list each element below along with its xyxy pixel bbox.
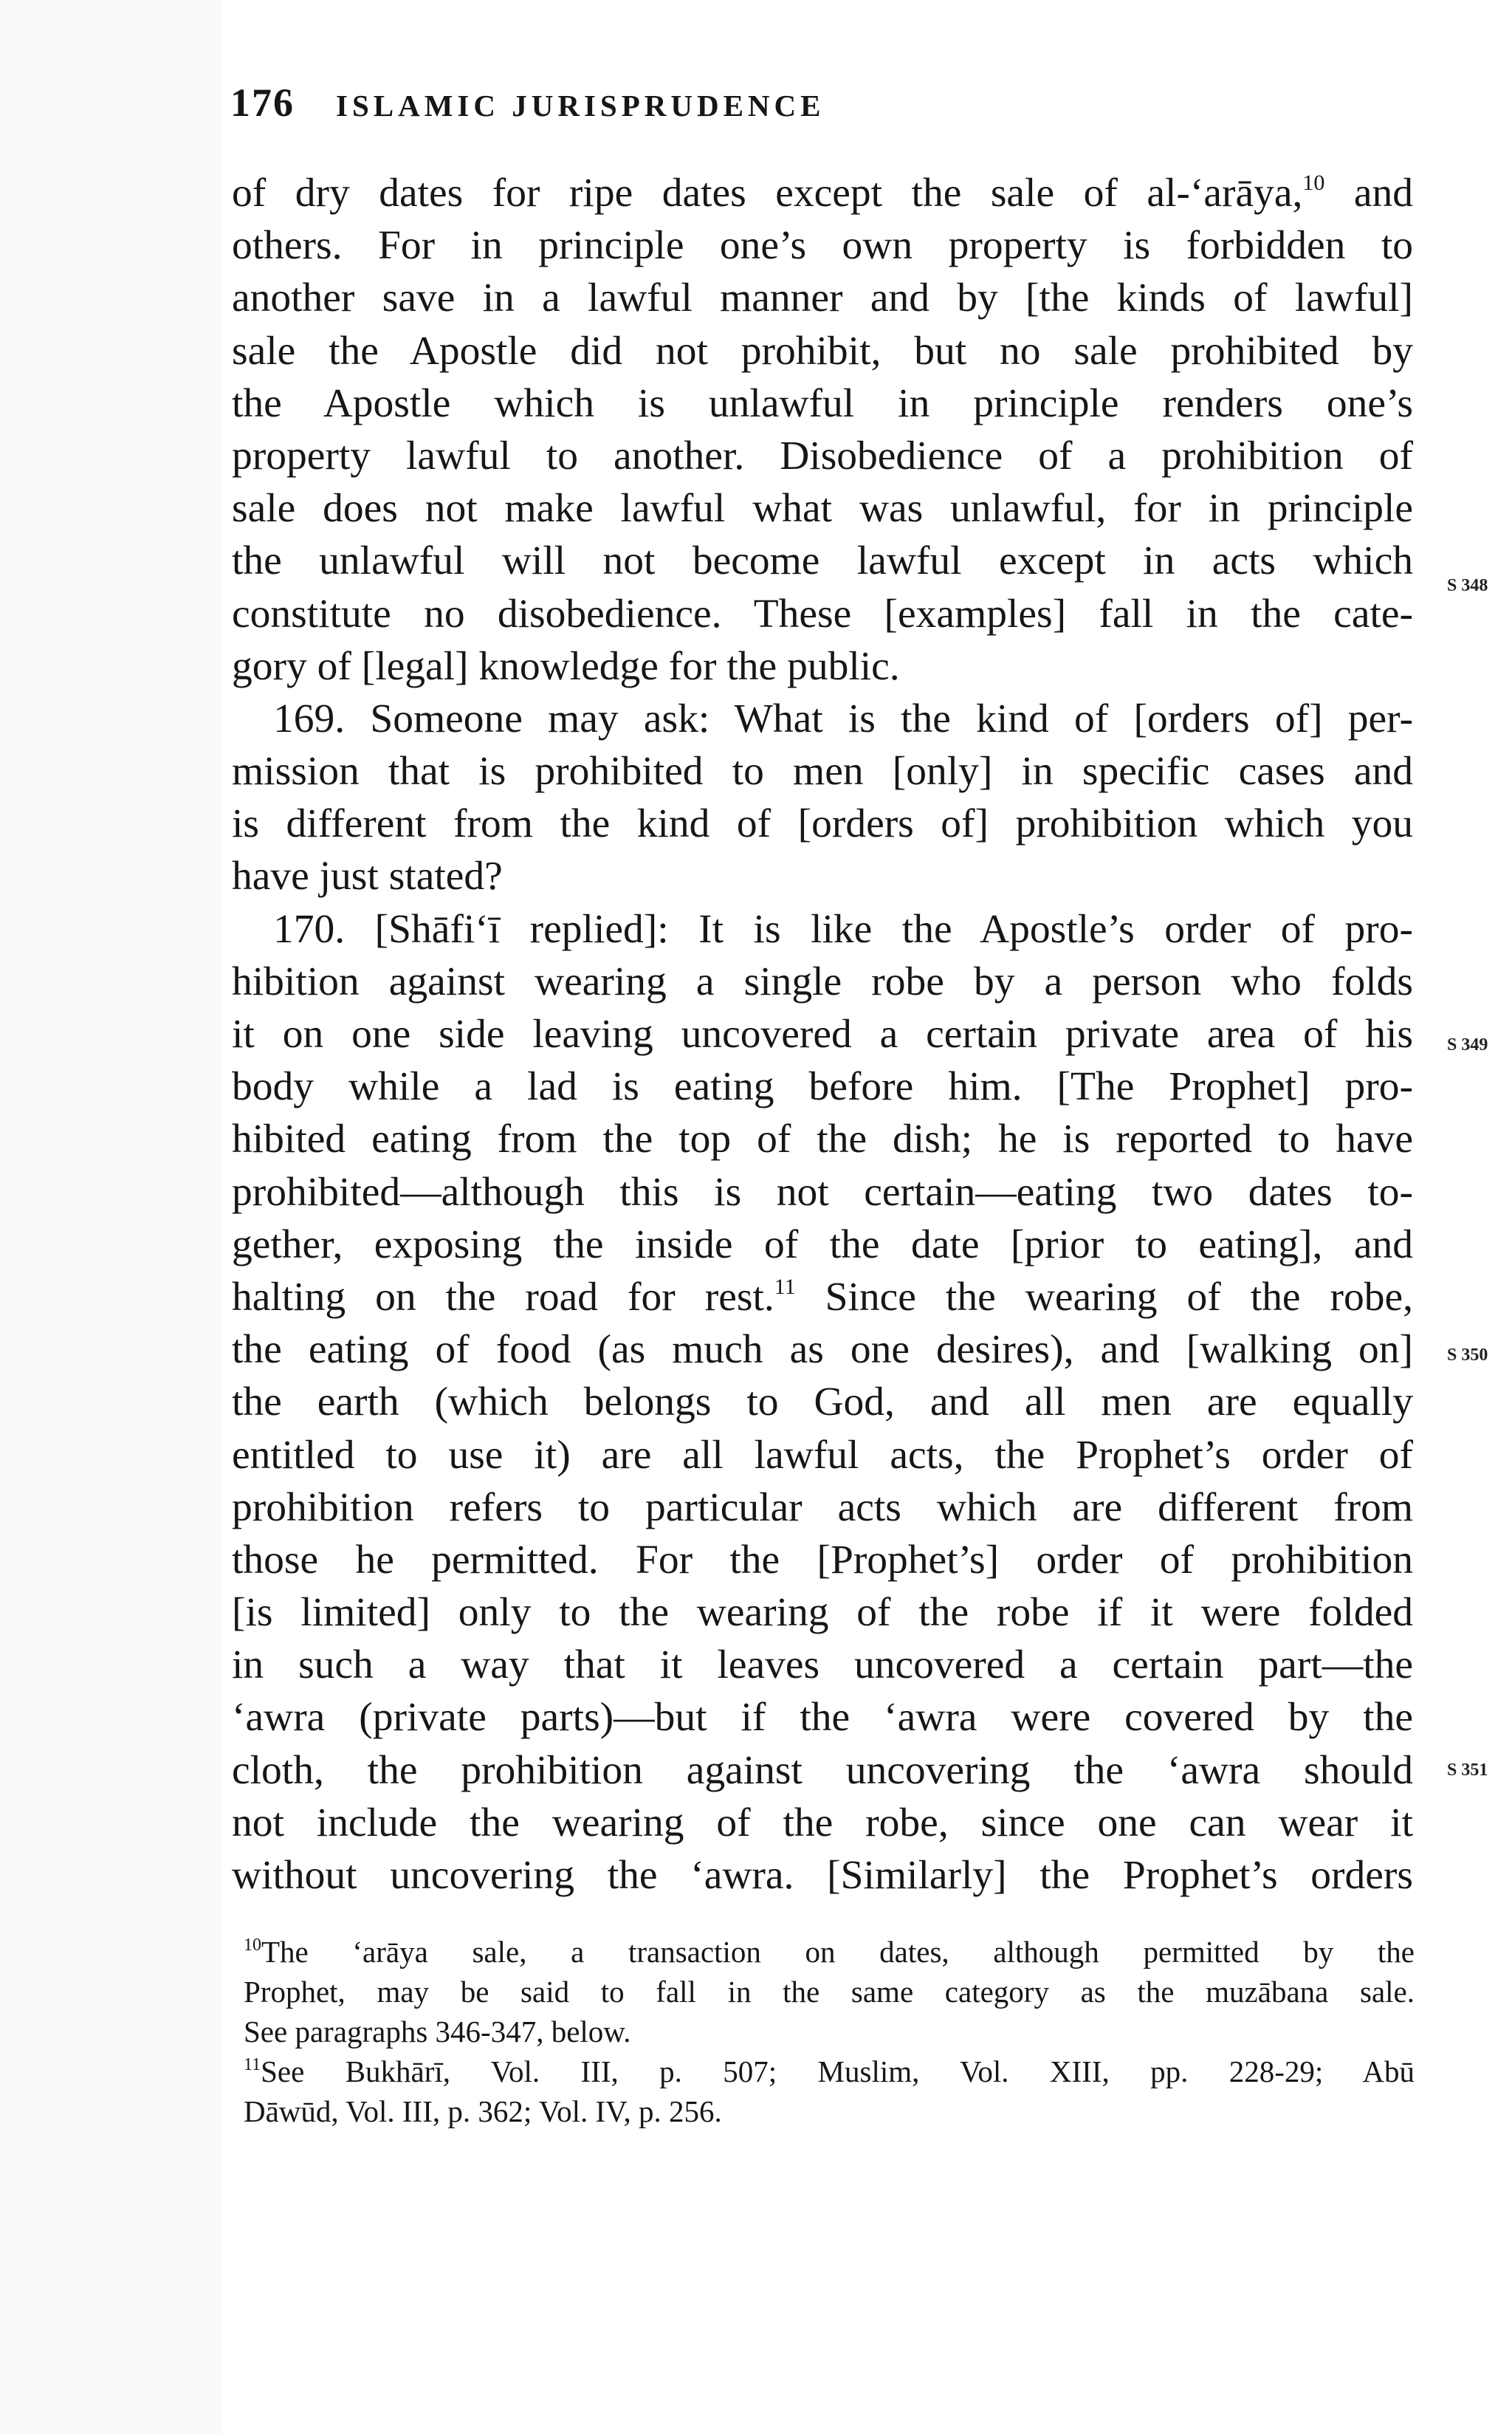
body-text (232, 167, 1413, 1902)
text-line: in such a way that it leaves uncovered a certain part—the (232, 1642, 1413, 1688)
text-line: others. For in principle one’s own property is forbidden to (232, 223, 1413, 269)
text-line: have just stated? (232, 854, 503, 899)
text-line: body while a lad is eating before him. [The Prophet] pro- (232, 1064, 1413, 1110)
text-line: hibited eating from the top of the dish; he is reported to have (232, 1117, 1413, 1162)
text-line: entitled to use it) are all lawful acts, the Prophet’s order of (232, 1432, 1413, 1478)
text-line: is different from the kind of [orders of] prohibition which you (232, 801, 1413, 847)
text-line: of dry dates for ripe dates except the sale of al-‘arāya,$^{10}$ and (232, 171, 1414, 216)
text-line: the eating of food (as much as one desires), and [walking on] (232, 1327, 1413, 1373)
text-line: the earth (which belongs to God, and all men are equally (232, 1379, 1413, 1425)
text-line: gether, exposing the inside of the date [prior to eating], and (232, 1221, 1413, 1267)
footnote-11-line: Dāwūd, Vol. III, p. 362; Vol. IV, p. 256. (244, 2094, 722, 2128)
footnote-marker: 10 (1302, 171, 1325, 195)
text-line: prohibited—although this is not certain—eating two dates to- (232, 1169, 1413, 1215)
page-number: 176 (230, 80, 295, 125)
paragraph-169-start: 169. Someone may ask: What is the kind of [orders of] per- (273, 696, 1413, 741)
running-title: ISLAMIC JURISPRUDENCE (336, 89, 825, 123)
footnote-number: 11 (244, 2055, 261, 2074)
text-line: sale does not make lawful what was unlawful, for in principle (232, 486, 1413, 532)
text-line: hibition against wearing a single robe by a person who folds (232, 959, 1413, 1004)
text-line: it on one side leaving uncovered a certain private area of his (232, 1012, 1413, 1057)
text-line: cloth, the prohibition against uncovering the ‘awra should (232, 1747, 1413, 1793)
text-line: mission that is prohibited to men [only] in specific cases and (232, 749, 1413, 795)
text-line: without uncovering the ‘awra. [Similarly] the Prophet’s orders (232, 1853, 1413, 1898)
footnote-10-line: Prophet, may be said to fall in the same category as the muzābana sale. (244, 1975, 1415, 2009)
margin-ref-s350: S 350 (1447, 1345, 1488, 1365)
text-line: [is limited] only to the wearing of the robe if it were folded (232, 1590, 1413, 1636)
margin-ref-s348: S 348 (1447, 576, 1488, 595)
text-line: another save in a lawful manner and by [the kinds of lawful] (232, 275, 1413, 321)
margin-ref-s351: S 351 (1447, 1761, 1488, 1780)
text-line: the unlawful will not become lawful except in acts which (232, 538, 1413, 584)
text-line: sale the Apostle did not prohibit, but no sale prohibited by (232, 328, 1413, 374)
footnote-11-line: $^{11}$See Bukhārī, Vol. III, p. 507; Muslim, Vol. XIII, pp. 228-29; Abū (244, 2054, 1415, 2088)
footnote-number: 10 (244, 1936, 261, 1955)
text-line: the Apostle which is unlawful in principle renders one’s (232, 380, 1413, 426)
footnote-10-line: $^{10}$The ‘arāya sale, a transaction on dates, although permitted by the (244, 1935, 1415, 1969)
margin-ref-s349: S 349 (1447, 1035, 1488, 1055)
text-line: those he permitted. For the [Prophet’s] order of prohibition (232, 1537, 1413, 1583)
paragraph-170-start: 170. [Shāfi‘ī replied]: It is like the Apostle’s order of pro- (273, 906, 1413, 952)
running-head (230, 80, 825, 126)
footnotes (244, 1932, 1415, 2131)
footnote-10-line: See paragraphs 346-347, below. (244, 2015, 631, 2049)
text-line: ‘awra (private parts)—but if the ‘awra were covered by the (232, 1695, 1413, 1741)
text-line: prohibition refers to particular acts which are different from (232, 1484, 1413, 1530)
footnote-marker: 11 (774, 1274, 796, 1299)
text-line: not include the wearing of the robe, since one can wear it (232, 1800, 1413, 1845)
text-line: constitute no disobedience. These [examples] fall in the cate- (232, 591, 1413, 637)
text-line: property lawful to another. Disobedience of a prohibition of (232, 433, 1413, 479)
text-line: gory of [legal] knowledge for the public. (232, 643, 900, 689)
scan-margin (0, 0, 221, 2434)
text-line: halting on the road for rest.$^{11}$ Since the wearing of the robe, (232, 1274, 1413, 1320)
